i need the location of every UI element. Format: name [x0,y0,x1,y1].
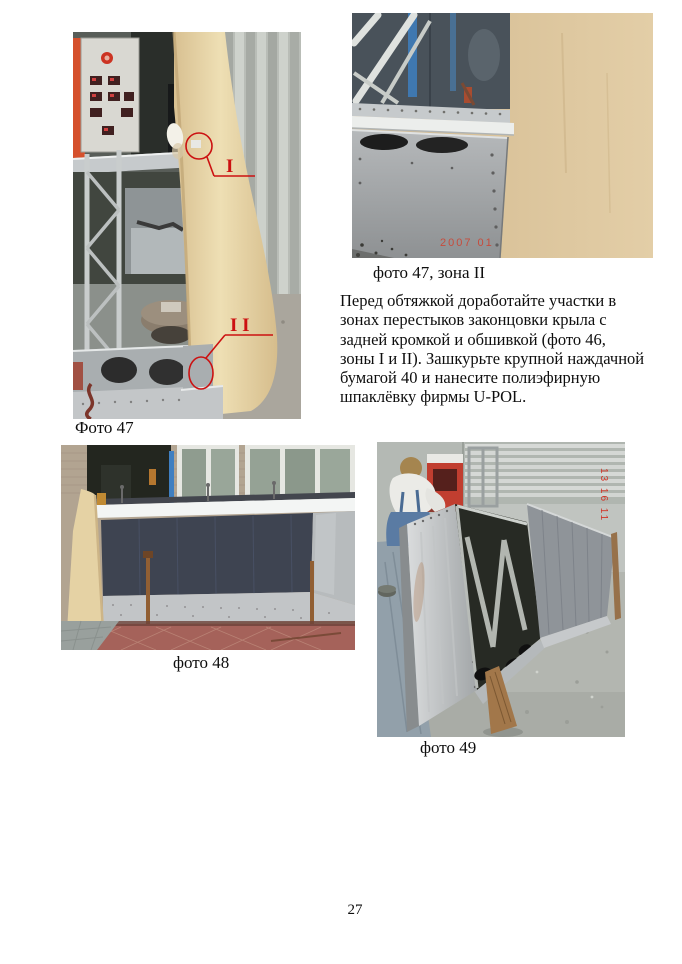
photo-47-wingtip-vertical [73,32,301,419]
photo-48-image [61,445,355,650]
page-number: 27 [347,902,363,918]
photo-47-image [73,32,301,419]
paragraph-line: шпаклёвку фирмы U-POL. [340,387,527,407]
photo-48-wing-horizontal [61,445,355,650]
blue-pole [169,451,174,503]
paragraph-line: зонах перестыков законцовки крыла с [340,310,607,330]
caption-photo-47-zone-2: фото 47, зона II [373,263,486,282]
photo-47-zone-2-image [352,13,653,258]
caption-photo-47: Фото 47 [75,418,134,437]
date-stamp-vertical: 13 16 11 [598,468,609,523]
paragraph-line: бумагой 40 и нанесите полиэфирную [340,368,601,388]
photo-49-image [377,442,625,737]
fabric-panel [101,513,313,596]
instruction-paragraph [340,291,676,407]
caption-photo-49: фото 49 [420,738,477,757]
caption-photo-48: фото 48 [173,653,230,672]
paragraph-line: Перед обтяжкой доработайте участки в [340,291,617,310]
paragraph-line: задней кромкой и обшивкой (фото 46, [340,329,606,349]
date-stamp: 2007 01 [440,237,494,249]
photo-47-zone-2-closeup [352,13,653,258]
zone-1-label: I [226,156,234,177]
paragraph-line: зоны I и II). Зашкурьте крупной наждачной [340,348,645,368]
zone-2-label: I I [230,315,250,336]
photo-49-wing-structure [377,442,625,737]
